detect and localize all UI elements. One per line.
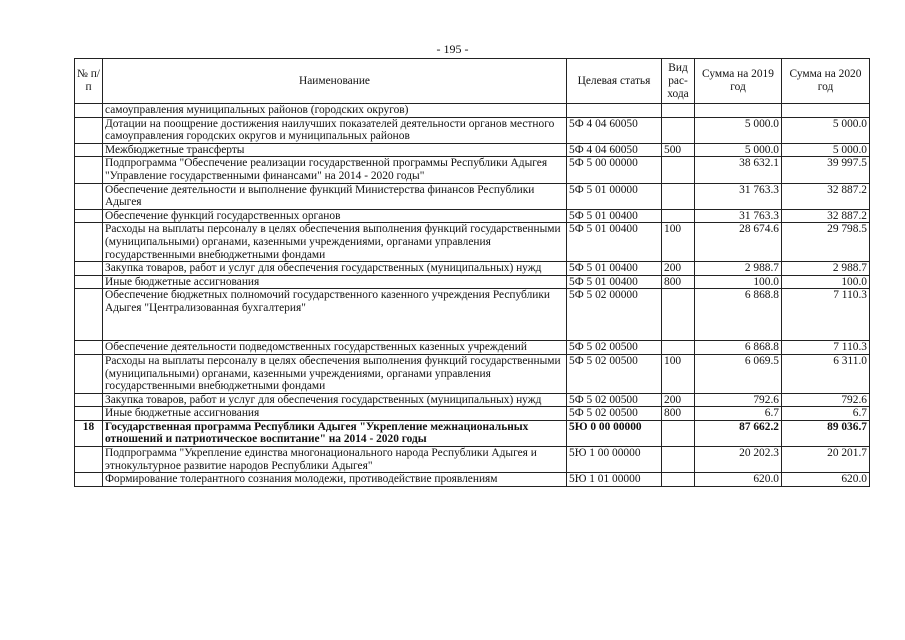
row-name: самоуправления муниципальных районов (городских округов) bbox=[103, 104, 567, 118]
row-sum-2019: 28 674.6 bbox=[695, 223, 782, 262]
row-expense-type bbox=[662, 183, 695, 209]
row-name: Обеспечение деятельности подведомственных государственных казенных учреждений bbox=[103, 341, 567, 355]
row-target-code: 5Ю 0 00 00000 bbox=[567, 420, 662, 446]
table-row bbox=[75, 157, 870, 183]
table-row bbox=[75, 407, 870, 421]
row-expense-type bbox=[662, 341, 695, 355]
row-target-code: 5Ф 5 02 00500 bbox=[567, 354, 662, 393]
row-number bbox=[75, 104, 103, 118]
row-sum-2019: 31 763.3 bbox=[695, 183, 782, 209]
row-target-code: 5Ф 4 04 60050 bbox=[567, 117, 662, 143]
row-expense-type: 200 bbox=[662, 262, 695, 276]
table-row bbox=[75, 209, 870, 223]
row-target-code: 5Ф 5 01 00400 bbox=[567, 209, 662, 223]
row-sum-2019: 6 069.5 bbox=[695, 354, 782, 393]
row-target-code: 5Ф 4 04 60050 bbox=[567, 143, 662, 157]
row-name: Иные бюджетные ассигнования bbox=[103, 275, 567, 289]
header-sum-2019: Сумма на 2019 год bbox=[695, 59, 782, 104]
row-sum-2019: 792.6 bbox=[695, 393, 782, 407]
table-row bbox=[75, 393, 870, 407]
table-row bbox=[75, 275, 870, 289]
row-target-code: 5Ф 5 02 00500 bbox=[567, 393, 662, 407]
row-sum-2020 bbox=[782, 104, 870, 118]
row-target-code: 5Ф 5 02 00500 bbox=[567, 341, 662, 355]
row-name: Обеспечение деятельности и выполнение функций Министерства финансов Республики Адыгея bbox=[103, 183, 567, 209]
table-row bbox=[75, 289, 870, 341]
row-number bbox=[75, 407, 103, 421]
row-name: Расходы на выплаты персоналу в целях обеспечения выполнения функций государственными (муниципальными) органами, казенными учреждениями, органами управления государственными внебюджетными фондами bbox=[103, 223, 567, 262]
page-number: - 195 - bbox=[436, 42, 469, 56]
table-body bbox=[75, 104, 870, 487]
row-expense-type: 500 bbox=[662, 143, 695, 157]
row-number bbox=[75, 341, 103, 355]
row-name: Иные бюджетные ассигнования bbox=[103, 407, 567, 421]
header-code: Целевая статья bbox=[567, 59, 662, 104]
row-expense-type bbox=[662, 420, 695, 446]
row-expense-type bbox=[662, 473, 695, 487]
row-name: Дотации на поощрение достижения наилучших показателей деятельности органов местного самоуправления городских округов и муниципальных районов bbox=[103, 117, 567, 143]
row-sum-2020: 620.0 bbox=[782, 473, 870, 487]
row-name: Закупка товаров, работ и услуг для обеспечения государственных (муниципальных) нужд bbox=[103, 393, 567, 407]
table-row bbox=[75, 143, 870, 157]
row-sum-2020: 39 997.5 bbox=[782, 157, 870, 183]
row-sum-2019: 100.0 bbox=[695, 275, 782, 289]
header-vid: Вид рас-хода bbox=[662, 59, 695, 104]
row-sum-2020: 7 110.3 bbox=[782, 341, 870, 355]
header-num: № п/п bbox=[75, 59, 103, 104]
row-sum-2019 bbox=[695, 104, 782, 118]
row-sum-2020: 2 988.7 bbox=[782, 262, 870, 276]
row-sum-2020: 20 201.7 bbox=[782, 447, 870, 473]
row-sum-2019: 20 202.3 bbox=[695, 447, 782, 473]
row-target-code: 5Ф 5 02 00500 bbox=[567, 407, 662, 421]
row-number bbox=[75, 275, 103, 289]
row-sum-2019: 620.0 bbox=[695, 473, 782, 487]
row-name: Закупка товаров, работ и услуг для обеспечения государственных (муниципальных) нужд bbox=[103, 262, 567, 276]
row-expense-type: 800 bbox=[662, 407, 695, 421]
row-number bbox=[75, 393, 103, 407]
row-number bbox=[75, 117, 103, 143]
row-sum-2019: 2 988.7 bbox=[695, 262, 782, 276]
row-target-code: 5Ф 5 02 00000 bbox=[567, 289, 662, 341]
row-target-code: 5Ф 5 00 00000 bbox=[567, 157, 662, 183]
header-name: Наименование bbox=[103, 59, 567, 104]
row-sum-2020: 5 000.0 bbox=[782, 143, 870, 157]
row-number bbox=[75, 447, 103, 473]
row-name: Обеспечение функций государственных органов bbox=[103, 209, 567, 223]
row-expense-type bbox=[662, 289, 695, 341]
row-name: Расходы на выплаты персоналу в целях обеспечения выполнения функций государственными (муниципальными) органами, казенными учреждениями, органами управления государственными внебюджетными фондами bbox=[103, 354, 567, 393]
row-sum-2020: 6 311.0 bbox=[782, 354, 870, 393]
row-expense-type bbox=[662, 447, 695, 473]
row-sum-2020: 792.6 bbox=[782, 393, 870, 407]
row-sum-2020: 100.0 bbox=[782, 275, 870, 289]
table-row bbox=[75, 183, 870, 209]
row-number bbox=[75, 473, 103, 487]
row-number bbox=[75, 157, 103, 183]
row-expense-type: 200 bbox=[662, 393, 695, 407]
table-header-row bbox=[75, 59, 870, 104]
header-sum-2020: Сумма на 2020 год bbox=[782, 59, 870, 104]
row-name: Обеспечение бюджетных полномочий государственного казенного учреждения Республики Адыгея "Централизованная бухгалтерия" bbox=[103, 289, 567, 341]
row-expense-type bbox=[662, 117, 695, 143]
table-row bbox=[75, 447, 870, 473]
row-target-code: 5Ф 5 01 00000 bbox=[567, 183, 662, 209]
row-expense-type bbox=[662, 104, 695, 118]
row-sum-2019: 5 000.0 bbox=[695, 117, 782, 143]
row-sum-2020: 6.7 bbox=[782, 407, 870, 421]
row-sum-2019: 6 868.8 bbox=[695, 341, 782, 355]
row-number bbox=[75, 354, 103, 393]
row-number: 18 bbox=[75, 420, 103, 446]
row-number bbox=[75, 209, 103, 223]
row-sum-2020: 32 887.2 bbox=[782, 209, 870, 223]
row-expense-type bbox=[662, 157, 695, 183]
row-name: Межбюджетные трансферты bbox=[103, 143, 567, 157]
row-sum-2019: 38 632.1 bbox=[695, 157, 782, 183]
row-sum-2020: 89 036.7 bbox=[782, 420, 870, 446]
row-name: Подпрограмма "Укрепление единства многонационального народа Республики Адыгея и этнокультурное развитие народов Республики Адыгея" bbox=[103, 447, 567, 473]
row-target-code bbox=[567, 104, 662, 118]
row-target-code: 5Ф 5 01 00400 bbox=[567, 223, 662, 262]
row-number bbox=[75, 143, 103, 157]
row-number bbox=[75, 223, 103, 262]
table-row bbox=[75, 117, 870, 143]
row-target-code: 5Ф 5 01 00400 bbox=[567, 262, 662, 276]
row-sum-2020: 5 000.0 bbox=[782, 117, 870, 143]
row-number bbox=[75, 183, 103, 209]
table-row bbox=[75, 223, 870, 262]
row-expense-type: 100 bbox=[662, 223, 695, 262]
table-row bbox=[75, 473, 870, 487]
row-sum-2019: 87 662.2 bbox=[695, 420, 782, 446]
row-number bbox=[75, 289, 103, 341]
row-expense-type: 100 bbox=[662, 354, 695, 393]
row-sum-2020: 29 798.5 bbox=[782, 223, 870, 262]
row-sum-2020: 7 110.3 bbox=[782, 289, 870, 341]
table-row bbox=[75, 341, 870, 355]
row-target-code: 5Ю 1 01 00000 bbox=[567, 473, 662, 487]
row-name: Формирование толерантного сознания молодежи, противодействие проявлениям bbox=[103, 473, 567, 487]
row-name: Государственная программа Республики Адыгея "Укрепление межнациональных отношений и патриотическое воспитание" на 2014 - 2020 годы bbox=[103, 420, 567, 446]
table-row bbox=[75, 104, 870, 118]
row-target-code: 5Ф 5 01 00400 bbox=[567, 275, 662, 289]
table-row bbox=[75, 262, 870, 276]
row-expense-type: 800 bbox=[662, 275, 695, 289]
row-name: Подпрограмма "Обеспечение реализации государственной программы Республики Адыгея "Управление государственными финансами" на 2014 - 2020 годы" bbox=[103, 157, 567, 183]
table-row bbox=[75, 420, 870, 446]
row-sum-2019: 5 000.0 bbox=[695, 143, 782, 157]
table-row bbox=[75, 354, 870, 393]
row-sum-2019: 6 868.8 bbox=[695, 289, 782, 341]
row-sum-2020: 32 887.2 bbox=[782, 183, 870, 209]
row-expense-type bbox=[662, 209, 695, 223]
row-sum-2019: 6.7 bbox=[695, 407, 782, 421]
row-sum-2019: 31 763.3 bbox=[695, 209, 782, 223]
row-target-code: 5Ю 1 00 00000 bbox=[567, 447, 662, 473]
row-number bbox=[75, 262, 103, 276]
budget-table bbox=[74, 58, 870, 487]
